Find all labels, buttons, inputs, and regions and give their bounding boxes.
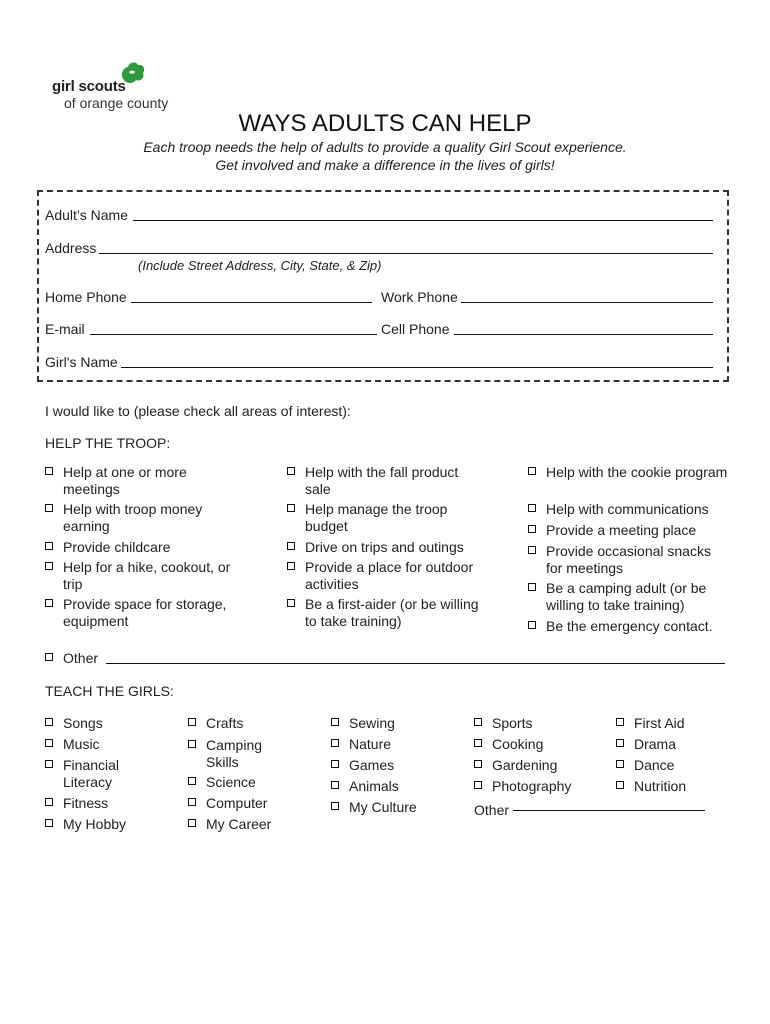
teach-option[interactable]: Crafts [188, 715, 298, 732]
checkbox[interactable] [45, 760, 53, 768]
subtitle-line-1: Each troop needs the help of adults to provide a quality Girl Scout experience. [143, 139, 627, 155]
teach-option[interactable]: Photography [474, 778, 594, 795]
home-phone-label: Home Phone [45, 289, 127, 305]
checkbox[interactable] [188, 798, 196, 806]
teach-girls-heading: TEACH THE GIRLS: [45, 683, 174, 699]
teach-option[interactable]: Computer [188, 795, 298, 812]
help-other-field[interactable] [106, 663, 725, 664]
checkbox[interactable] [474, 739, 482, 747]
address-label: Address [45, 240, 97, 256]
help-option[interactable]: Help with communications [528, 501, 728, 518]
help-other-option[interactable]: Other [45, 650, 115, 667]
checkbox[interactable] [528, 504, 536, 512]
teach-option[interactable]: Dance [616, 757, 726, 774]
email-label: E-mail [45, 321, 85, 337]
teach-option[interactable]: Sports [474, 715, 594, 732]
checkbox[interactable] [45, 562, 53, 570]
subtitle-line-2: Get involved and make a difference in the lives of girls! [215, 157, 555, 173]
checkbox[interactable] [616, 718, 624, 726]
checkbox[interactable] [331, 739, 339, 747]
checkbox[interactable] [287, 542, 295, 550]
work-phone-field[interactable] [461, 302, 713, 303]
help-option[interactable]: Help manage the troop budget [287, 501, 487, 535]
teach-option[interactable]: Fitness [45, 795, 155, 812]
cell-phone-label: Cell Phone [381, 321, 450, 337]
help-option[interactable]: Help with the fall product sale [287, 464, 487, 498]
checkbox[interactable] [45, 599, 53, 607]
teach-option[interactable]: Animals [331, 778, 441, 795]
checkbox[interactable] [188, 718, 196, 726]
checkbox[interactable] [45, 504, 53, 512]
cell-phone-field[interactable] [454, 334, 713, 335]
teach-other-field[interactable] [513, 810, 705, 811]
checkbox[interactable] [188, 777, 196, 785]
teach-option[interactable]: Games [331, 757, 441, 774]
help-option[interactable]: Provide a meeting place [528, 522, 728, 539]
checkbox[interactable] [616, 739, 624, 747]
checkbox[interactable] [188, 740, 196, 748]
checkbox[interactable] [616, 781, 624, 789]
checkbox[interactable] [45, 798, 53, 806]
teach-option[interactable]: Science [188, 774, 298, 791]
checkbox[interactable] [287, 599, 295, 607]
teach-option[interactable]: Nature [331, 736, 441, 753]
teach-other-label: Other [474, 802, 510, 818]
address-note: (Include Street Address, City, State, & Zip) [138, 258, 382, 273]
help-troop-heading: HELP THE TROOP: [45, 435, 171, 451]
teach-option[interactable]: My Culture [331, 799, 441, 816]
email-field[interactable] [90, 334, 377, 335]
adult-name-label: Adult’s Name [45, 207, 129, 223]
checkbox[interactable] [45, 819, 53, 827]
help-option[interactable]: Help for a hike, cookout, or trip [45, 559, 245, 593]
teach-option[interactable]: Music [45, 736, 155, 753]
checkbox[interactable] [331, 760, 339, 768]
help-option[interactable]: Be the emergency contact. [528, 618, 738, 635]
checkbox[interactable] [474, 718, 482, 726]
checkbox[interactable] [474, 781, 482, 789]
teach-option[interactable]: Cooking [474, 736, 594, 753]
help-option[interactable]: Help at one or more meetings [45, 464, 245, 498]
checkbox[interactable] [331, 718, 339, 726]
checkbox[interactable] [331, 802, 339, 810]
contact-info-box [37, 190, 729, 382]
checkbox[interactable] [45, 542, 53, 550]
help-option[interactable]: Drive on trips and outings [287, 539, 487, 556]
teach-option[interactable]: My Career [188, 816, 298, 833]
logo-text-secondary: of orange county [64, 95, 169, 111]
teach-option[interactable]: Nutrition [616, 778, 726, 795]
help-option[interactable]: Help with the cookie program [528, 464, 728, 481]
checkbox[interactable] [528, 621, 536, 629]
address-field[interactable] [99, 253, 713, 254]
help-option[interactable]: Provide space for storage, equipment [45, 596, 245, 630]
checkbox[interactable] [188, 819, 196, 827]
teach-option[interactable]: My Hobby [45, 816, 155, 833]
checkbox[interactable] [45, 739, 53, 747]
checkbox[interactable] [528, 467, 536, 475]
help-option[interactable]: Provide occasional snacks for meetings [528, 543, 728, 577]
checkbox[interactable] [287, 467, 295, 475]
checkbox[interactable] [45, 718, 53, 726]
interest-prompt: I would like to (please check all areas of interest): [45, 403, 351, 419]
logo-text-primary: girl scouts [52, 78, 126, 95]
teach-option[interactable]: First Aid [616, 715, 726, 732]
checkbox[interactable] [331, 781, 339, 789]
page-title: WAYS ADULTS CAN HELP [238, 110, 532, 137]
home-phone-field[interactable] [131, 302, 372, 303]
teach-option[interactable]: Gardening [474, 757, 594, 774]
help-option[interactable]: Be a first-aider (or be willing to take training) [287, 596, 487, 630]
teach-option[interactable]: Financial Literacy [45, 757, 135, 791]
checkbox[interactable] [528, 546, 536, 554]
teach-option[interactable]: Sewing [331, 715, 441, 732]
girls-name-field[interactable] [121, 367, 713, 368]
work-phone-label: Work Phone [381, 289, 458, 305]
teach-option[interactable]: Songs [45, 715, 155, 732]
checkbox[interactable] [616, 760, 624, 768]
teach-option[interactable]: Camping Skills [188, 737, 278, 771]
girls-name-label: Girl's Name [45, 354, 118, 370]
checkbox[interactable] [474, 760, 482, 768]
help-option[interactable]: Be a camping adult (or be willing to take training) [528, 580, 728, 614]
checkbox[interactable] [528, 525, 536, 533]
help-option[interactable]: Help with troop money earning [45, 501, 245, 535]
adult-name-field[interactable] [133, 220, 713, 221]
checkbox[interactable] [45, 467, 53, 475]
help-option[interactable]: Provide childcare [45, 539, 245, 556]
teach-option[interactable]: Drama [616, 736, 726, 753]
checkbox[interactable] [287, 504, 295, 512]
checkbox[interactable] [45, 653, 53, 661]
checkbox[interactable] [287, 562, 295, 570]
help-option[interactable]: Provide a place for outdoor activities [287, 559, 487, 593]
checkbox[interactable] [528, 583, 536, 591]
